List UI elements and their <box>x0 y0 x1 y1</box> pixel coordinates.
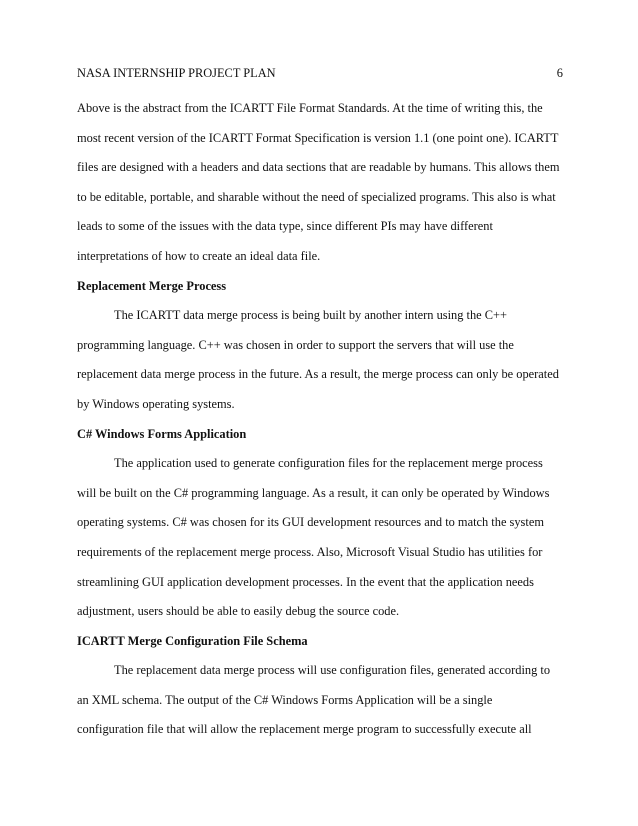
text-line: an XML schema. The output of the C# Windows Forms Application will be a single <box>77 692 493 707</box>
page-number: 6 <box>556 66 563 80</box>
text-line: programming language. C++ was chosen in order to support the servers that will use the <box>77 337 514 352</box>
header-title: NASA INTERNSHIP PROJECT PLAN <box>77 66 276 80</box>
text-line: replacement data merge process in the future. As a result, the merge process can only be operated <box>77 367 559 382</box>
section-heading-replacement-merge: Replacement Merge Process <box>77 278 227 293</box>
section-heading-config-schema: ICARTT Merge Configuration File Schema <box>77 633 308 648</box>
text-line: operating systems. C# was chosen for its GUI development resources and to match the system <box>77 515 544 530</box>
text-line: configuration file that will allow the replacement merge program to successfully execute all <box>77 722 532 737</box>
text-line: adjustment, users should be able to easily debug the source code. <box>77 604 400 619</box>
section-heading-windows-forms: C# Windows Forms Application <box>77 426 247 441</box>
paragraph-windows-forms <box>77 449 565 627</box>
text-line: files are designed with a headers and data sections that are readable by humans. This allows them <box>77 160 560 175</box>
text-line: interpretations of how to create an ideal data file. <box>77 248 321 263</box>
text-line: The application used to generate configuration files for the replacement merge process <box>114 456 543 471</box>
text-line: by Windows operating systems. <box>77 396 235 411</box>
text-line: Above is the abstract from the ICARTT File Format Standards. At the time of writing this, the <box>77 101 543 115</box>
text-line: to be editable, portable, and sharable without the need of specialized programs. This also is what <box>77 189 556 204</box>
text-line: will be built on the C# programming language. As a result, it can only be operated by Windows <box>77 485 550 500</box>
text-line: streamlining GUI application development processes. In the event that the application needs <box>77 574 534 589</box>
paragraph-replacement-merge <box>77 301 565 419</box>
text-line: requirements of the replacement merge process. Also, Microsoft Visual Studio has utilities for <box>77 544 543 559</box>
text-line: leads to some of the issues with the data type, since different PIs may have different <box>77 219 493 234</box>
text-line: The ICARTT data merge process is being built by another intern using the C++ <box>114 308 508 323</box>
running-header <box>77 64 563 82</box>
text-line: most recent version of the ICARTT Format Specification is version 1.1 (one point one). ICARTT <box>77 130 559 145</box>
paragraph-config-schema <box>77 656 565 745</box>
paragraph-abstract-discussion <box>77 94 565 272</box>
document-body <box>77 94 565 745</box>
text-line: The replacement data merge process will use configuration files, generated according to <box>114 663 551 678</box>
